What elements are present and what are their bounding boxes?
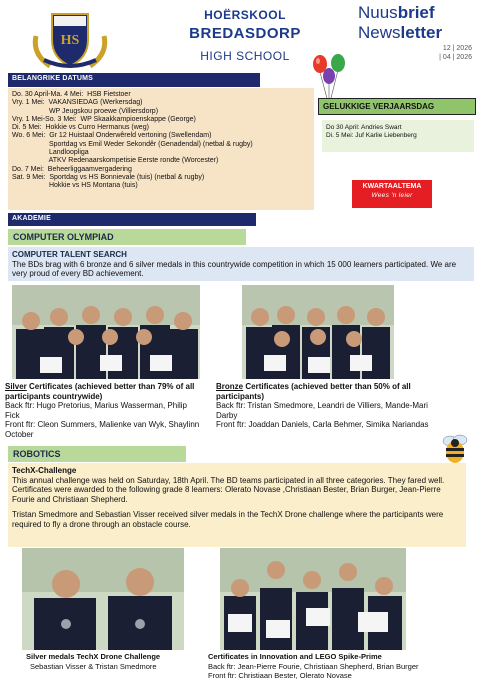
lego-front-row: Front ftr: Christiaan Bester, Olerato Novase	[208, 671, 352, 681]
datum-item: Wo. 6 Mei: Gr 12 Huistaal Onderwêreld vertoning (Swellendam)	[12, 132, 212, 140]
issue-date: | 04 | 2026	[439, 54, 472, 61]
svg-text:HS: HS	[60, 33, 80, 48]
bronze-description: Certificates (achieved better than 50% of all participants)	[216, 382, 411, 401]
datum-item: Sat. 9 Mei: Sportdag vs HS Bonnievale (tuis) (netbal & rugby)	[12, 173, 205, 181]
title-news: News	[358, 23, 401, 42]
silver-front-row: Front ftr: Cleon Summers, Malienke van Wyk, Shaylinn October	[5, 420, 200, 439]
bronze-caption	[216, 382, 446, 430]
bee-icon	[440, 432, 470, 466]
datums-box	[8, 88, 314, 210]
datum-item: ATKV Redenaarskompetisie Eerste rondte (Worcester)	[12, 157, 219, 165]
school-crest-icon	[30, 6, 110, 72]
bronze-group-photo	[242, 285, 394, 379]
title-brief: brief	[397, 3, 435, 22]
lego-back-row: Back ftr: Jean-Pierre Fourie, Christiaan Shepherd, Brian Burger	[208, 661, 419, 671]
school-name-line3: HIGH SCHOOL	[200, 49, 290, 63]
datum-item: WP Jeugskou proewe (Villiersdorp)	[12, 107, 159, 115]
datum-item: Landloopliga	[12, 149, 89, 157]
silver-back-row: Back ftr: Hugo Pretorius, Marius Wasserman, Philip Fick	[5, 401, 187, 420]
bronze-front-row: Front ftr: Joaddan Daniels, Carla Behmer, Simika Nariandas	[216, 420, 429, 430]
robotics-heading: ROBOTICS	[8, 446, 186, 462]
techx-paragraph-1: This annual challenge was held on Saturday, 18th April. The BD teams participated in all three categories. They fared well. Certificates were awarded to the following grade 8 learners: Olerato Novase ,Christiaan Bester, Brian Burger, Jean-Pierre Fourie and Christiaan Shepherd.	[12, 475, 445, 504]
bronze-back-row: Back ftr: Tristan Smedmore, Leandri de Villiers, Mande-Mari Darby	[216, 401, 428, 420]
techx-title: TechX-Challenge	[12, 466, 77, 475]
birthday-item: Do 30 April: Andries Swart	[326, 124, 402, 131]
lego-caption-block	[208, 652, 478, 681]
talent-text: The BDs brag with 6 bronze and 6 silver medals in this countrywide competition in which 15 000 learners participated. We are very proud of every BD achievement.	[12, 259, 457, 279]
lego-caption: Certificates in Innovation and LEGO Spike-Prime	[208, 652, 382, 661]
datum-item: Di. 5 Mei: Hokkie vs Curro Hermanus (weg)	[12, 124, 149, 132]
datum-item: Vry. 1 Mei-So. 3 Mei: WP Skaakkampioenskappe (George)	[12, 115, 196, 123]
quarter-theme-subtitle: Wees 'n leier	[371, 192, 413, 199]
datum-item: Sportdag vs Emil Weder Sekondêr (Genadendal) (netbal & rugby)	[12, 140, 253, 148]
akademie-heading: AKADEMIE	[8, 213, 256, 226]
lego-photo	[220, 548, 406, 650]
datum-item: Do. 30 April-Ma. 4 Mei: HSB Fietstoer	[12, 91, 131, 98]
silver-caption	[5, 382, 201, 440]
datum-item: Do. 7 Mei: Beheerliggaamvergadering	[12, 165, 132, 173]
newsletter-title	[358, 3, 468, 43]
datums-list	[8, 88, 314, 194]
title-letter: letter	[400, 23, 443, 42]
drone-caption-block	[26, 652, 196, 671]
drone-caption: Silver medals TechX Drone Challenge	[26, 652, 161, 661]
drone-names: Sebastian Visser & Tristan Smedmore	[30, 661, 157, 671]
quarter-theme-title: KWARTAALTEMA	[362, 183, 422, 190]
quarter-theme-badge	[352, 180, 432, 208]
issue-number: 12 | 2026	[442, 45, 472, 52]
school-name-line2: BREDASDORP	[189, 25, 301, 42]
datum-item: Vry. 1 Mei: VAKANSIEDAG (Werkersdag)	[12, 99, 143, 107]
title-nuus: Nuus	[358, 3, 398, 22]
school-name-line1: HOËRSKOOL	[204, 8, 286, 22]
datums-heading: BELANGRIKE DATUMS	[8, 73, 260, 87]
datum-item: Hokkie vs HS Montana (tuis)	[12, 182, 138, 190]
silver-word: Silver	[5, 382, 27, 391]
drone-photo	[22, 548, 184, 650]
robotics-box	[8, 463, 466, 547]
bronze-word: Bronze	[216, 382, 244, 391]
birthday-item: Di. 5 Mei: Juf Karlie Liebenberg	[326, 132, 417, 139]
techx-paragraph-2: Tristan Smedmore and Sebastian Visser received silver medals in the TechX Drone challenge where the participants were required to fly a drone through an obstacle course.	[12, 510, 444, 529]
birthday-heading-text: GELUKKIGE VERJAARSDAG	[323, 102, 435, 111]
talent-title: COMPUTER TALENT SEARCH	[12, 250, 127, 259]
birthday-heading	[318, 98, 476, 115]
silver-group-photo	[12, 285, 200, 379]
olympiad-heading: COMPUTER OLYMPIAD	[8, 229, 246, 245]
silver-description: Certificates (achieved better than 79% of all participants countrywide)	[5, 382, 195, 401]
olympiad-box	[8, 247, 474, 281]
birthday-box	[322, 120, 474, 152]
